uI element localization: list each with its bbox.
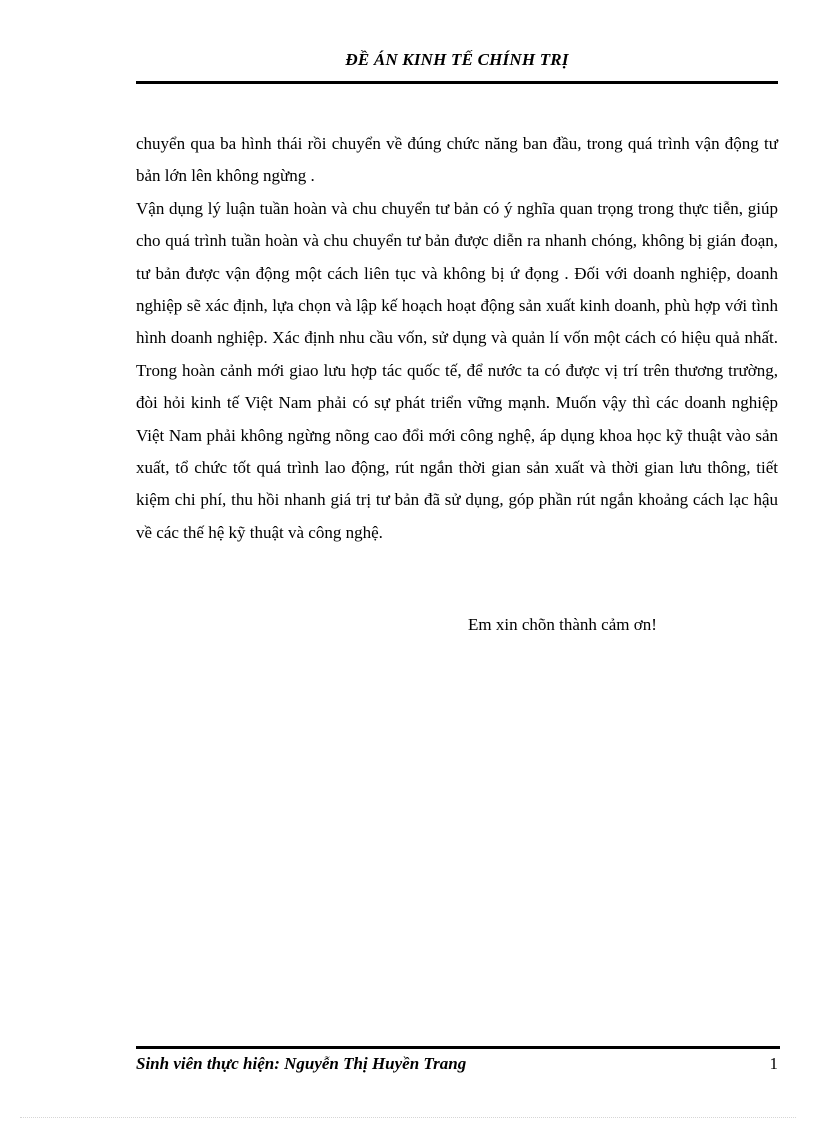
closing-thanks: Em xin chõn thành cảm ơn! [468,615,657,634]
header-divider [136,81,778,84]
page-header-title: ĐỀ ÁN KINH TẾ CHÍNH TRỊ [345,50,569,69]
page-number: 1 [769,1054,778,1073]
footer-divider [136,1046,780,1049]
paragraph-continuation: chuyển qua ba hình thái rồi chuyển về đúng chức năng ban đầu, trong quá trình vận động tư bản lớn lên không ngừng . [136,134,778,186]
paragraph-main: Vận dụng lý luận tuần hoàn và chu chuyển tư bản có ý nghĩa quan trọng trong thực tiễn, giúp cho quá trình tuần hoàn và chu chuyển tư bản được diễn ra nhanh chóng, không bị gián đoạn, tư bản được vận động một cách liên tục và không bị ứ đọng . Đối với doanh nghiệp, doanh nghiệp sẽ xác định, lựa chọn và lập kế hoạch hoạt động sản xuất kinh doanh, phù hợp với tình hình doanh nghiệp. Xác định nhu cầu vốn, sử dụng và quản lí vốn một cách có hiệu quả nhất. Trong hoàn cảnh mới giao lưu hợp tác quốc tế, để nước ta có được vị trí trên thương trường, đòi hỏi kinh tế Việt Nam phải có sự phát triển vững mạnh. Muốn vậy thì các doanh nghiệp Việt Nam phải không ngừng nõng cao đổi mới công nghệ, áp dụng khoa học kỹ thuật vào sản xuất, tổ chức tốt quá trình lao động, rút ngắn thời gian sản xuất và thời gian lưu thông, tiết kiệm chi phí, thu hồi nhanh giá trị tư bản đã sử dụng, góp phần rút ngắn khoảng cách lạc hậu về các thế hệ kỹ thuật và công nghệ. [136,198,778,542]
page-bottom-border [20,1117,796,1118]
body-text [136,128,778,549]
footer-author: Sinh viên thực hiện: Nguyễn Thị Huyền Trang [136,1054,467,1073]
